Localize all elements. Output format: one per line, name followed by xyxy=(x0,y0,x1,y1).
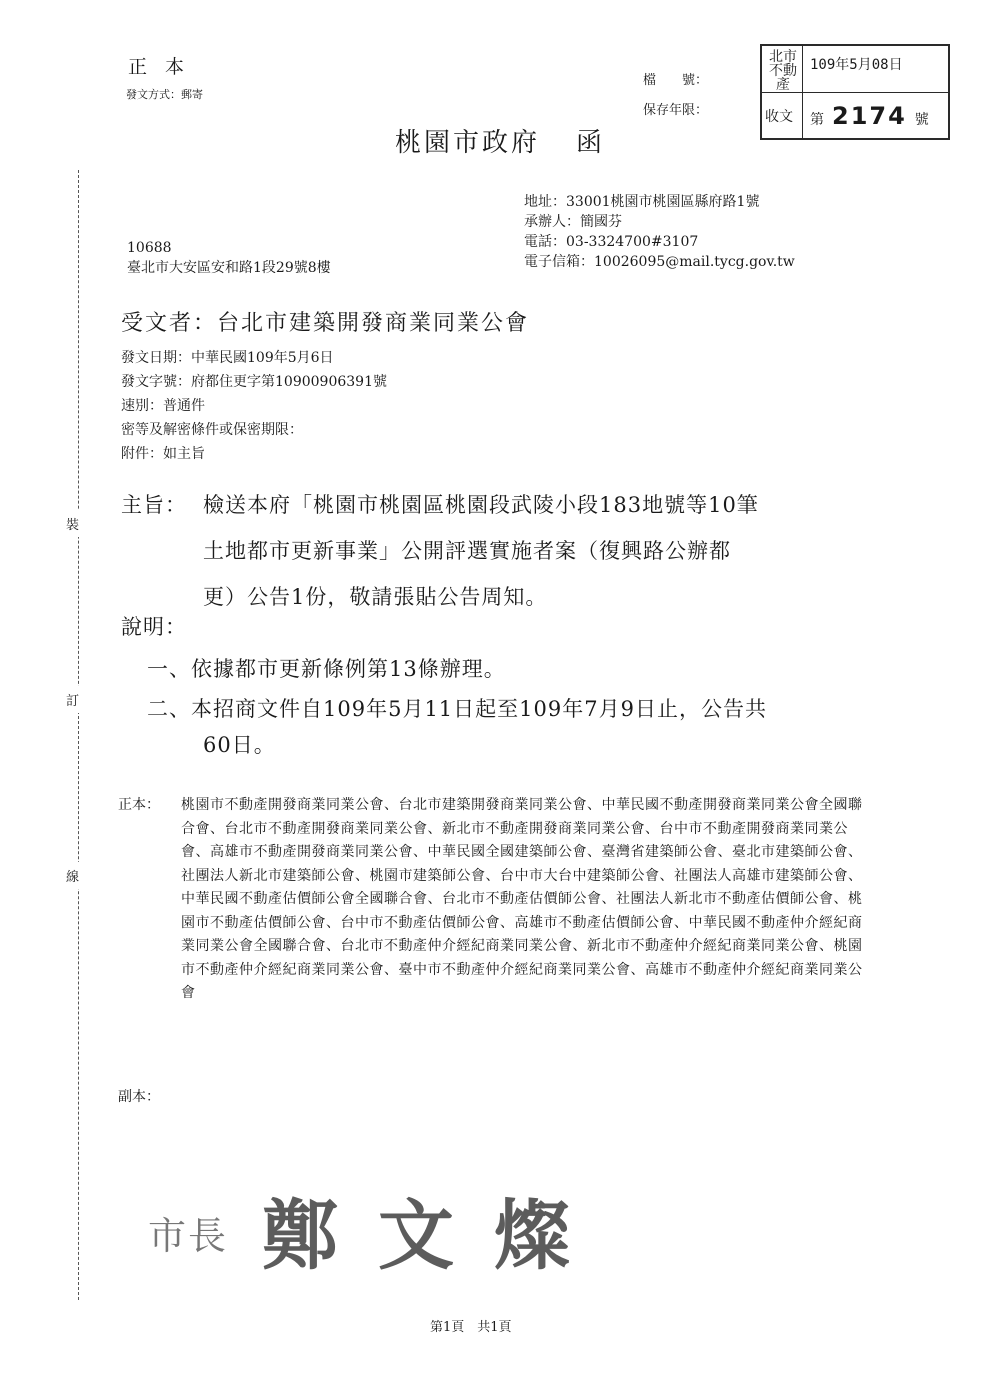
receipt-stamp xyxy=(760,44,950,140)
stamp-recv-label: 收文 xyxy=(765,109,793,125)
doc-type: 函 xyxy=(576,128,603,158)
signature-title: 市長 xyxy=(148,1214,229,1258)
stamp-num-suffix: 號 xyxy=(914,112,929,128)
page-footer: 第1頁 共1頁 xyxy=(430,1320,512,1335)
stamp-org: 北市不動產 xyxy=(769,49,797,93)
sender-email: 電子信箱：10026095@mail.tycg.gov.tw xyxy=(524,254,795,270)
explanation-item-1: 一、依據都市更新條例第13條辦理。 xyxy=(147,657,506,681)
stamp-num-prefix: 第 xyxy=(810,112,824,128)
subject-line: 更）公告1份，敬請張貼公告周知。 xyxy=(203,585,548,609)
receiver-zip: 10688 xyxy=(127,240,172,256)
meta-attachment: 附件：如主旨 xyxy=(121,446,205,462)
meta-secrecy: 密等及解密條件或保密期限： xyxy=(121,422,303,438)
binding-line xyxy=(78,170,79,1300)
send-method: 發文方式：郵寄 xyxy=(126,88,203,101)
explanation-item-2-cont: 60日。 xyxy=(203,733,276,757)
copy-label: 副本： xyxy=(118,1089,160,1105)
binding-mark-ding: 訂 xyxy=(66,686,79,713)
explanation-item-2: 二、本招商文件自109年5月11日起至109年7月9日止，公告共 xyxy=(147,697,767,721)
explanation-label: 說明： xyxy=(121,615,187,639)
signature-name: 鄭文燦 xyxy=(262,1191,610,1280)
file-labels xyxy=(643,66,708,126)
receiver-address xyxy=(127,238,331,278)
receiver-street: 臺北市大安區安和路1段29號8樓 xyxy=(127,260,331,276)
stamp-number xyxy=(810,104,929,128)
binding-mark-xian: 線 xyxy=(66,862,79,889)
meta-speed: 速別：普通件 xyxy=(121,398,205,414)
sender-info xyxy=(524,192,795,272)
original-label: 正本： xyxy=(118,797,160,813)
retention-label: 保存年限： xyxy=(643,103,709,118)
stamp-date: 109年5月08日 xyxy=(810,57,903,73)
binding-mark-zhuang: 裝 xyxy=(66,510,79,537)
doc-meta xyxy=(121,346,387,466)
doc-title: 桃園市政府 xyxy=(395,128,541,158)
recipient: 受文者：台北市建築開發商業同業公會 xyxy=(121,311,530,336)
meta-date: 發文日期：中華民國109年5月6日 xyxy=(121,350,334,366)
subject-text xyxy=(203,482,759,620)
copy-type: 正本 xyxy=(128,56,203,78)
meta-ref-no: 發文字號：府都住更字第10900906391號 xyxy=(121,374,387,390)
original-recipient-list: 桃園市不動產開發商業同業公會、台北市建築開發商業同業公會、中華民國不動產開發商業同業公會全國聯合會、台北市不動產開發商業同業公會、新北市不動產開發商業同業公會、台中市不動產開發商業同業公會、高雄市不動產開發商業同業公會、中華民國全國建築師公會、臺灣省建築師公會、臺北市建築師公會、社團法人新北市建築師公會、桃園市建築師公會、台中市大台中建築師公會、社團法人高雄市建築師公會、中華民國不動產估價師公會全國聯合會、台北市不動產估價師公會、社團法人新北市不動產估價師公會、桃園市不動產估價師公會、台中市不動產估價師公會、高雄市不動產估價師公會、中華民國不動產仲介經紀商業同業公會全國聯合會、台北市不動產仲介經紀商業同業公會、新北市不動產仲介經紀商業同業公會、桃園市不動產仲介經紀商業同業公會、臺中市不動產仲介經紀商業同業公會、高雄市不動產仲介經紀商業同業公會 xyxy=(181,797,863,1001)
subject-line: 土地都市更新事業」公開評選實施者案（復興路公辦都 xyxy=(203,539,731,563)
file-number-label: 檔 號： xyxy=(643,73,709,88)
subject-label: 主旨： xyxy=(121,493,187,517)
subject-line: 檢送本府「桃園市桃園區桃園段武陵小段183地號等10筆 xyxy=(203,493,759,517)
sender-handler: 承辦人：簡國芬 xyxy=(524,214,622,230)
sender-phone: 電話：03-3324700#3107 xyxy=(524,234,699,250)
sender-address: 地址：33001桃園市桃園區縣府路1號 xyxy=(524,194,760,210)
stamp-num-value: 2174 xyxy=(832,102,907,130)
